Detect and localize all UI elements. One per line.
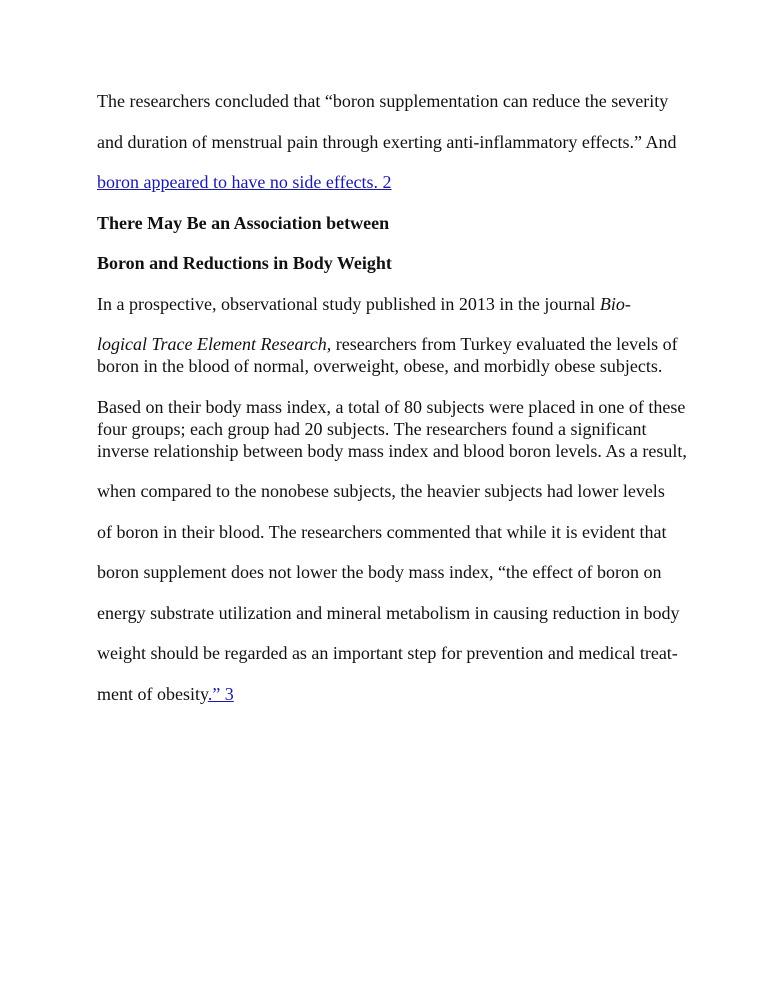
paragraph-supplement: boron supplement does not lower the body mass index, “the effect of boron on bbox=[97, 562, 662, 582]
document-page bbox=[97, 90, 687, 723]
study-intro-text: In a prospective, observational study published in 2013 in the journal bbox=[97, 293, 600, 314]
paragraph-study-intro bbox=[97, 293, 687, 315]
section-heading-line-1: There May Be an Association between bbox=[97, 212, 390, 233]
section-heading-line-2: Boron and Reductions in Body Weight bbox=[97, 253, 392, 273]
paragraph-obesity bbox=[97, 683, 687, 705]
paragraph-severity: The researchers concluded that “boron supplementation can reduce the severity bbox=[97, 91, 669, 111]
obesity-text: ment of obesity bbox=[97, 683, 208, 704]
paragraph-energy-substrate: energy substrate utilization and mineral metabolism in causing reduction in body bbox=[97, 602, 680, 623]
paragraph-weight: weight should be regarded as an important step for prevention and medical treat- bbox=[97, 643, 678, 663]
journal-name-part-1: Bio- bbox=[599, 293, 631, 314]
journal-name-part-2: logical Trace Element Research, bbox=[97, 334, 332, 354]
paragraph-side-effects bbox=[97, 171, 687, 193]
reference-link-3[interactable]: .” 3 bbox=[207, 683, 234, 704]
study-detail-text: researchers from Turkey evaluated the levels of boron in the blood of normal, overweight, obese, and morbidly obese subjects. bbox=[97, 334, 678, 376]
paragraph-duration: and duration of menstrual pain through exerting anti-inflammatory effects.” And bbox=[97, 131, 677, 152]
paragraph-boron-blood: of boron in their blood. The researchers commented that while it is evident that bbox=[97, 521, 667, 542]
paragraph-nonobese: when compared to the nonobese subjects, the heavier subjects had lower levels bbox=[97, 481, 665, 501]
paragraph-study-detail bbox=[97, 333, 687, 377]
reference-link-2[interactable]: boron appeared to have no side effects. 2 bbox=[97, 172, 392, 192]
paragraph-bmi-groups: Based on their body mass index, a total of 80 subjects were placed in one of these four groups; each group had 20 subjects. The researchers found a significant inverse relationship between body mass index and blood boron levels. As a result, bbox=[97, 396, 687, 461]
